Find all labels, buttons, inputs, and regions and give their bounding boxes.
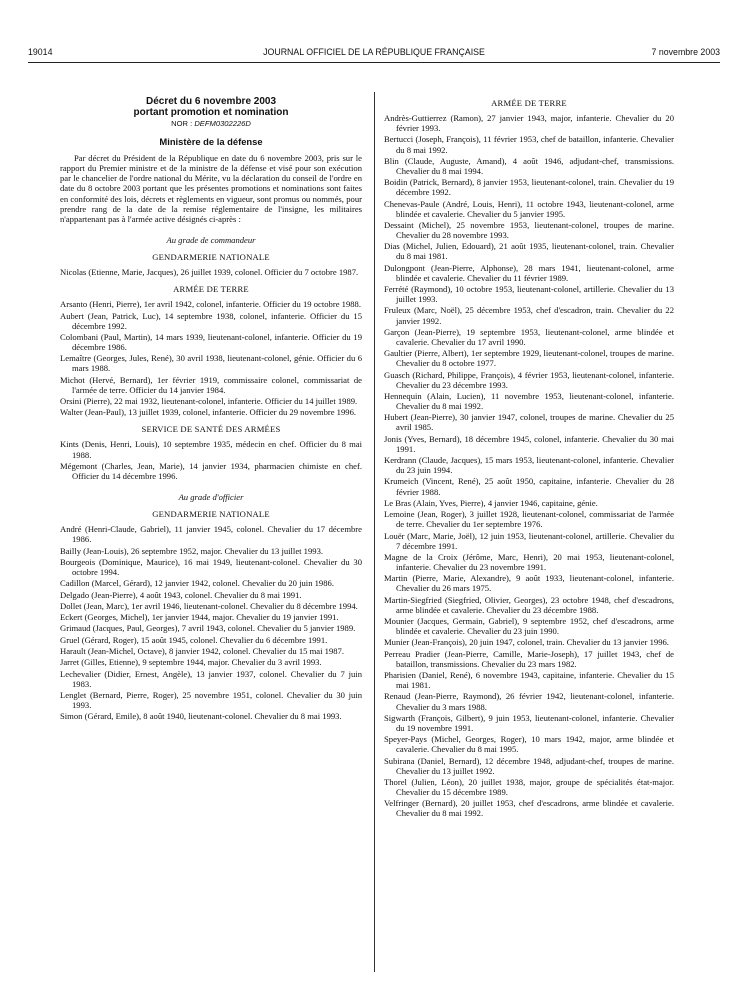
list-item: Velfringer (Bernard), 20 juillet 1953, chef d'escadrons, arme blindée et cavalerie. Chevalier du 8 mai 1992. xyxy=(384,798,674,819)
list-item: Colombani (Paul, Martin), 14 mars 1939, lieutenant-colonel, infanterie. Officier du 19 décembre 1986. xyxy=(60,331,362,352)
list-item: Subirana (Daniel, Bernard), 12 décembre 1948, adjudant-chef, troupes de marine. Chevalier du 13 juillet 1992. xyxy=(384,755,674,776)
list-item: Lemoine (Jean, Roger), 3 juillet 1928, lieutenant-colonel, commissariat de l'armée de terre. Chevalier du 1er septembre 1976. xyxy=(384,509,674,530)
list-item: Orsini (Pierre), 22 mai 1932, lieutenant-colonel, infanterie. Officier du 14 juillet 1989. xyxy=(60,396,358,406)
list-item: Dollet (Jean, Marc), 1er avril 1946, lieutenant-colonel. Chevalier du 8 décembre 1994. xyxy=(60,600,358,611)
page-number: 19014 xyxy=(28,47,53,57)
nor-label: NOR : xyxy=(171,119,193,128)
list-item: Blin (Claude, Auguste, Amand), 4 août 1946, adjudant-chef, transmissions. Chevalier du 8 mai 1994. xyxy=(384,155,674,176)
decree-title-line2: portant promotion et nomination xyxy=(133,107,289,118)
list-item: Jonis (Yves, Bernard), 18 décembre 1945, colonel, infanterie. Chevalier du 30 mai 1991. xyxy=(384,433,674,454)
list-item: Nicolas (Etienne, Marie, Jacques), 26 juillet 1939, colonel. Officier du 7 octobre 1987. xyxy=(60,267,359,278)
column-divider xyxy=(374,92,375,972)
left-column xyxy=(60,96,362,723)
list-item: Ferrété (Raymond), 10 octobre 1953, lieutenant-colonel, artillerie. Chevalier du 13 juillet 1993. xyxy=(384,284,674,305)
list-item: Garçon (Jean-Pierre), 19 septembre 1953, lieutenant-colonel, arme blindée et cavalerie. Chevalier du 17 avril 1990. xyxy=(384,326,674,347)
list-item: Arsanto (Henri, Pierre), 1er avril 1942, colonel, infanterie. Officier du 19 octobre 1988. xyxy=(60,299,361,310)
list-item: Walter (Jean-Paul), 13 juillet 1939, colonel, infanterie. Officier du 29 novembre 1996. xyxy=(60,407,357,418)
list-item: Michot (Hervé, Bernard), 1er février 1919, commissaire colonel, commissariat de l'armée de terre. Officier du 14 janvier 1984. xyxy=(60,374,362,395)
list-item: Gaultier (Pierre, Albert), 1er septembre 1929, lieutenant-colonel, troupes de marine. Chevalier du 8 octobre 1977. xyxy=(384,348,674,369)
list-item: Bourgeois (Dominique, Maurice), 16 mai 1949, lieutenant-colonel. Chevalier du 30 octobre 1994. xyxy=(60,556,362,577)
list-item: Lechevalier (Didier, Ernest, Angèle), 13 janvier 1937, colonel. Chevalier du 7 juin 1983. xyxy=(60,668,362,689)
list-item: Chenevas-Paule (André, Louis, Henri), 11 octobre 1943, lieutenant-colonel, arme blindée et cavalerie. Chevalier du 5 janvier 1995. xyxy=(384,198,674,219)
list-item: Hennequin (Alain, Lucien), 11 novembre 1953, lieutenant-colonel, infanterie. Chevalier du 8 mai 1992. xyxy=(384,390,674,412)
nor-code: DEFM0302226D xyxy=(194,119,251,128)
entries-armee-officier xyxy=(384,113,674,818)
list-item: Boidin (Patrick, Bernard), 8 janvier 1953, lieutenant-colonel, train. Chevalier du 19 décembre 1992. xyxy=(384,177,674,198)
right-column xyxy=(384,98,674,820)
nor-reference xyxy=(60,119,362,129)
list-item: Aubert (Jean, Patrick, Luc), 14 septembre 1938, colonel, infanterie. Officier du 15 décembre 1992. xyxy=(60,310,362,331)
list-item: Andrès-Guttierrez (Ramon), 27 janvier 1943, major, infanterie. Chevalier du 20 février 1993. xyxy=(384,113,674,134)
grade-commandeur-heading: Au grade de commandeur xyxy=(166,234,256,245)
list-item: Dessaint (Michel), 25 novembre 1953, lieutenant-colonel, troupes de marine. Chevalier du 28 novembre 1993. xyxy=(384,219,674,241)
decree-title xyxy=(60,96,362,118)
section-gendarmerie-commandeur: GENDARMERIE NATIONALE xyxy=(152,251,270,262)
list-item: André (Henri-Claude, Gabriel), 11 janvier 1945, colonel. Chevalier du 17 décembre 1986. xyxy=(60,524,362,545)
list-item: Le Bras (Alain, Yves, Pierre), 4 janvier 1946, capitaine, génie. xyxy=(384,497,598,508)
list-item: Munier (Jean-François), 20 juin 1947, colonel, train. Chevalier du 13 janvier 1996. xyxy=(384,637,669,648)
list-item: Dias (Michel, Julien, Edouard), 21 août 1935, lieutenant-colonel, train. Chevalier du 8 mai 1981. xyxy=(384,241,674,262)
list-item: Harault (Jean-Michel, Octave), 8 janvier 1942, colonel. Chevalier du 15 mai 1987. xyxy=(60,645,344,656)
decree-intro: Par décret du Président de la République en date du 6 novembre 2003, pris sur le rapport du Premier ministre et de la ministre de la défense et visé pour son exécution par le chancelier de l'ordre national du Mérite, vu la déclaration du conseil de l'ordre en date du 8 octobre 2003 portant que les présentes promotions et nominations sont faites en conformité des lois, décrets et règlements en vigueur, sont promus ou nommés, pour prendre rang de la date de la remise réglementaire de l'insigne, les militaires n'appartenant pas à l'armée active désignés ci-après : xyxy=(60,153,362,224)
entries-gendarmerie-commandeur xyxy=(60,267,362,277)
entries-armee-commandeur xyxy=(60,299,362,417)
list-item: Mounier (Jacques, Germain, Gabriel), 9 septembre 1952, chef d'escadrons, arme blindée et cavalerie. Chevalier du 23 juin 1990. xyxy=(384,616,674,637)
grade-officier-heading: Au grade d'officier xyxy=(178,492,244,503)
list-item: Mégemont (Charles, Jean, Marie), 14 janvier 1934, pharmacien chimiste en chef. Officier du 14 décembre 1996. xyxy=(60,460,362,481)
list-item: Dulongpont (Jean-Pierre, Alphonse), 28 mars 1941, lieutenant-colonel, arme blindée et cavalerie. Chevalier du 11 février 1989. xyxy=(384,262,674,283)
section-armee-commandeur: ARMÉE DE TERRE xyxy=(173,284,249,295)
list-item: Fruleux (Marc, Noël), 25 décembre 1953, chef d'escadron, train. Chevalier du 22 janvier 1992. xyxy=(384,305,674,326)
list-item: Martin-Siegfried (Siegfried, Olivier, Georges), 23 octobre 1948, chef d'escadrons, arme blindée et cavalerie. Chevalier du 23 décembre 1988. xyxy=(384,594,674,615)
list-item: Gruel (Gérard, Roger), 15 août 1945, colonel. Chevalier du 6 décembre 1991. xyxy=(60,634,328,645)
list-item: Kints (Denis, Henri, Louis), 10 septembre 1935, médecin en chef. Officier du 8 mai 1988. xyxy=(60,439,362,460)
list-item: Delgado (Jean-Pierre), 4 août 1943, colonel. Chevalier du 8 mai 1991. xyxy=(60,589,302,600)
page-header xyxy=(28,47,720,61)
section-gendarmerie-officier: GENDARMERIE NATIONALE xyxy=(152,509,270,520)
list-item: Simon (Gérard, Emile), 8 août 1940, lieutenant-colonel. Chevalier du 8 mai 1993. xyxy=(60,711,342,722)
publication-date: 7 novembre 2003 xyxy=(651,47,720,57)
ministry-heading: Ministère de la défense xyxy=(159,136,263,148)
list-item: Louër (Marc, Marie, Joël), 12 juin 1953, lieutenant-colonel, artillerie. Chevalier du 7 décembre 1991. xyxy=(384,530,674,551)
list-item: Speyer-Pays (Michel, Georges, Roger), 10 mars 1942, major, arme blindée et cavalerie. Chevalier du 8 mai 1995. xyxy=(384,734,674,755)
list-item: Eckert (Georges, Michel), 1er janvier 1944, major. Chevalier du 19 janvier 1991. xyxy=(60,612,339,623)
list-item: Bertucci (Joseph, François), 11 février 1953, chef de bataillon, infanterie. Chevalier du 8 mai 1992. xyxy=(384,134,674,155)
list-item: Lenglet (Bernard, Pierre, Roger), 25 novembre 1951, colonel. Chevalier du 30 juin 1993. xyxy=(60,689,362,710)
list-item: Renaud (Jean-Pierre, Raymond), 26 février 1942, lieutenant-colonel, infanterie. Chevalier du 3 mars 1988. xyxy=(384,691,674,712)
list-item: Magne de la Croix (Jérôme, Marc, Henri), 20 mai 1953, lieutenant-colonel, infanterie. Chevalier du 23 novembre 1991. xyxy=(384,551,674,572)
list-item: Krumeich (Vincent, René), 25 août 1950, capitaine, infanterie. Chevalier du 28 février 1988. xyxy=(384,476,674,497)
list-item: Grimaud (Jacques, Paul, Georges), 7 avril 1943, colonel. Chevalier du 5 janvier 1989. xyxy=(60,623,356,634)
journal-title: JOURNAL OFFICIEL DE LA RÉPUBLIQUE FRANÇAISE xyxy=(263,47,485,57)
entries-gendarmerie-officier xyxy=(60,524,362,721)
list-item: Martin (Pierre, Marie, Alexandre), 9 août 1933, lieutenant-colonel, infanterie. Chevalier du 26 mars 1975. xyxy=(384,573,674,594)
list-item: Lemaître (Georges, Jules, René), 30 avril 1938, lieutenant-colonel, génie. Officier du 6 mars 1988. xyxy=(60,353,362,374)
list-item: Guasch (Richard, Philippe, François), 4 février 1953, lieutenant-colonel, infanterie. Chevalier du 23 décembre 1993. xyxy=(384,369,674,390)
decree-title-line1: Décret du 6 novembre 2003 xyxy=(145,96,277,107)
entries-sante-commandeur xyxy=(60,439,362,481)
list-item: Perreau Pradier (Jean-Pierre, Camille, Marie-Joseph), 17 juillet 1943, chef de bataillon, transmissions. Chevalier du 23 mars 1982. xyxy=(384,648,674,669)
header-rule xyxy=(28,62,720,63)
section-armee-officier: ARMÉE DE TERRE xyxy=(491,98,567,108)
list-item: Bailly (Jean-Louis), 26 septembre 1952, major. Chevalier du 13 juillet 1993. xyxy=(60,545,324,556)
list-item: Jarret (Gilles, Etienne), 9 septembre 1944, major. Chevalier du 3 avril 1993. xyxy=(60,657,322,668)
section-sante-commandeur: SERVICE DE SANTÉ DES ARMÉES xyxy=(141,424,281,435)
list-item: Cadillon (Marcel, Gérard), 12 janvier 1942, colonel. Chevalier du 20 juin 1986. xyxy=(60,578,334,589)
list-item: Sigwarth (François, Gilbert), 9 juin 1953, lieutenant-colonel, infanterie. Chevalier du 19 novembre 1991. xyxy=(384,712,674,733)
list-item: Hubert (Jean-Pierre), 30 janvier 1947, colonel, troupes de marine. Chevalier du 25 avril 1985. xyxy=(384,412,674,433)
list-item: Pharisien (Daniel, René), 6 novembre 1943, capitaine, infanterie. Chevalier du 15 mai 1981. xyxy=(384,670,674,691)
list-item: Thorel (Julien, Léon), 20 juillet 1938, major, groupe de spécialités état-major. Chevalier du 15 décembre 1989. xyxy=(384,776,674,797)
list-item: Kerdrann (Claude, Jacques), 15 mars 1953, lieutenant-colonel, infanterie. Chevalier du 23 juin 1994. xyxy=(384,455,674,476)
